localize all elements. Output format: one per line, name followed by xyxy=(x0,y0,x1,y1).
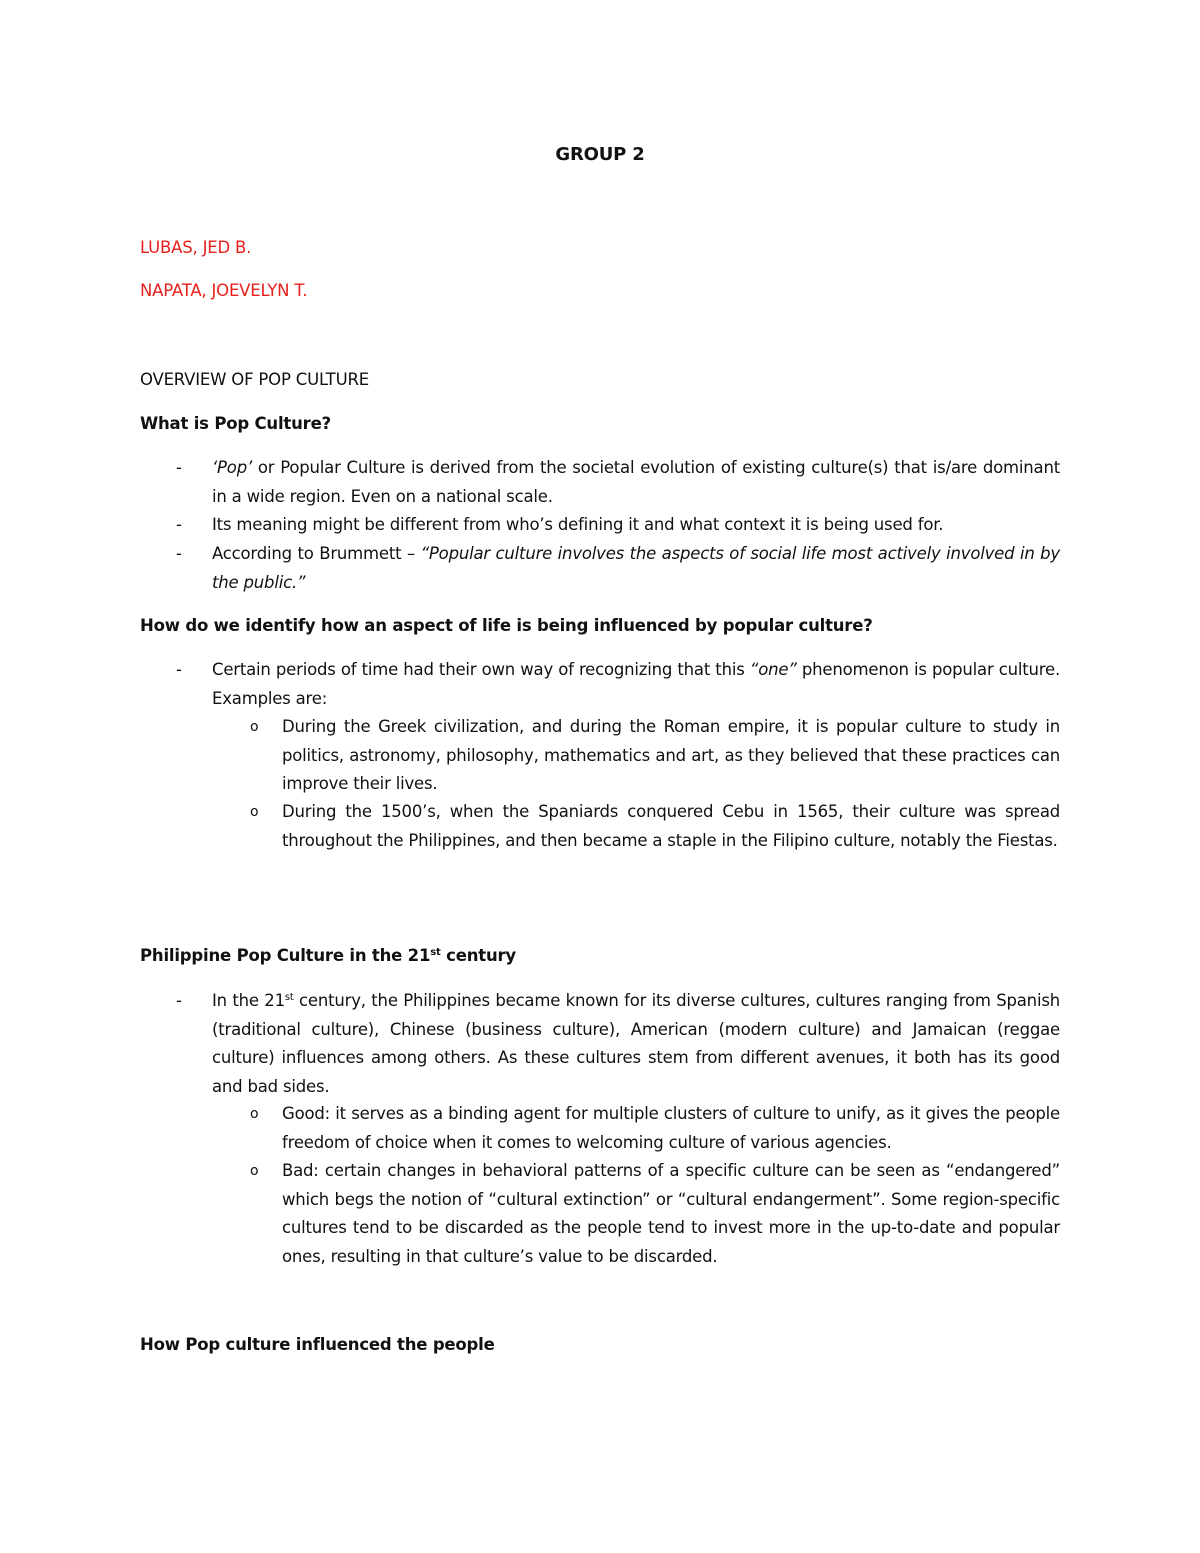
bullet-dash: - xyxy=(176,991,182,1010)
bullet-dash: - xyxy=(176,544,182,563)
question-heading: What is Pop Culture? xyxy=(140,414,331,433)
italic-term: “one” xyxy=(749,660,797,679)
bullet-text: Certain periods of time had their own way of recognizing that this xyxy=(212,660,750,679)
bullet-paragraph xyxy=(212,656,1060,713)
bullet-paragraph xyxy=(212,987,1060,1101)
bullet-paragraph xyxy=(212,454,1060,511)
sub-bullet-paragraph: Bad: certain changes in behavioral patterns of a specific culture can be seen as “endangered” which begs the notion of “cultural extinction” or “cultural endangerment”. Some region-specific cultures tend to be discarded as the people tend to invest more in the up-to-date and popular ones, resulting in that culture’s value to be discarded. xyxy=(282,1161,1060,1266)
superscript: st xyxy=(430,947,441,958)
bullet-paragraph: Its meaning might be different from who’s defining it and what context it is being used for. xyxy=(212,515,944,534)
bullet-dash: - xyxy=(176,458,182,477)
heading-text: century xyxy=(440,946,516,965)
italic-term: ‘Pop’ xyxy=(212,458,253,477)
bullet-dash: - xyxy=(176,660,182,679)
bullet-dash: - xyxy=(176,515,182,534)
quote-text: “Popular culture involves the aspects of social life most actively involved in by the public.” xyxy=(212,544,1060,592)
sub-bullet-circle: o xyxy=(250,719,259,735)
sub-bullet-paragraph: During the Greek civilization, and during the Roman empire, it is popular culture to study in politics, astronomy, philosophy, mathematics and art, as they believed that these practices can improve their lives. xyxy=(282,717,1060,793)
bullet-paragraph xyxy=(212,540,1060,597)
sub-bullet-circle: o xyxy=(250,804,259,820)
question-heading xyxy=(140,942,516,970)
author-name: NAPATA, JOEVELYN T. xyxy=(140,281,308,300)
section-heading: OVERVIEW OF POP CULTURE xyxy=(140,370,369,389)
author-name: LUBAS, JED B. xyxy=(140,238,252,257)
bullet-text: century, the Philippines became known for its diverse cultures, cultures ranging from Spanish (traditional culture), Chinese (business culture), American (modern culture) and Jamaican (reggae culture) influences among others. As these cultures stem from different avenues, it both has its good and bad sides. xyxy=(212,991,1060,1096)
bullet-text: phenomenon is popular culture. Examples are: xyxy=(212,660,1060,708)
sub-bullet-paragraph: During the 1500’s, when the Spaniards conquered Cebu in 1565, their culture was spread throughout the Philippines, and then became a staple in the Filipino culture, notably the Fiestas. xyxy=(282,802,1060,850)
sub-bullet-circle: o xyxy=(250,1163,259,1179)
sub-bullet-paragraph: Good: it serves as a binding agent for multiple clusters of culture to unify, as it gives the people freedom of choice when it comes to welcoming culture of various agencies. xyxy=(282,1104,1060,1152)
bullet-text: In the 21 xyxy=(212,991,285,1010)
document-title: GROUP 2 xyxy=(555,144,645,165)
question-heading: How Pop culture influenced the people xyxy=(140,1335,495,1354)
bullet-text: According to Brummett – xyxy=(212,544,421,563)
sub-bullet-circle: o xyxy=(250,1106,259,1122)
superscript: st xyxy=(284,992,294,1003)
bullet-text: or Popular Culture is derived from the societal evolution of existing culture(s) that is/are dominant in a wide region. Even on a national scale. xyxy=(212,458,1060,506)
heading-text: Philippine Pop Culture in the 21 xyxy=(140,946,431,965)
question-heading: How do we identify how an aspect of life is being influenced by popular culture? xyxy=(140,616,873,635)
